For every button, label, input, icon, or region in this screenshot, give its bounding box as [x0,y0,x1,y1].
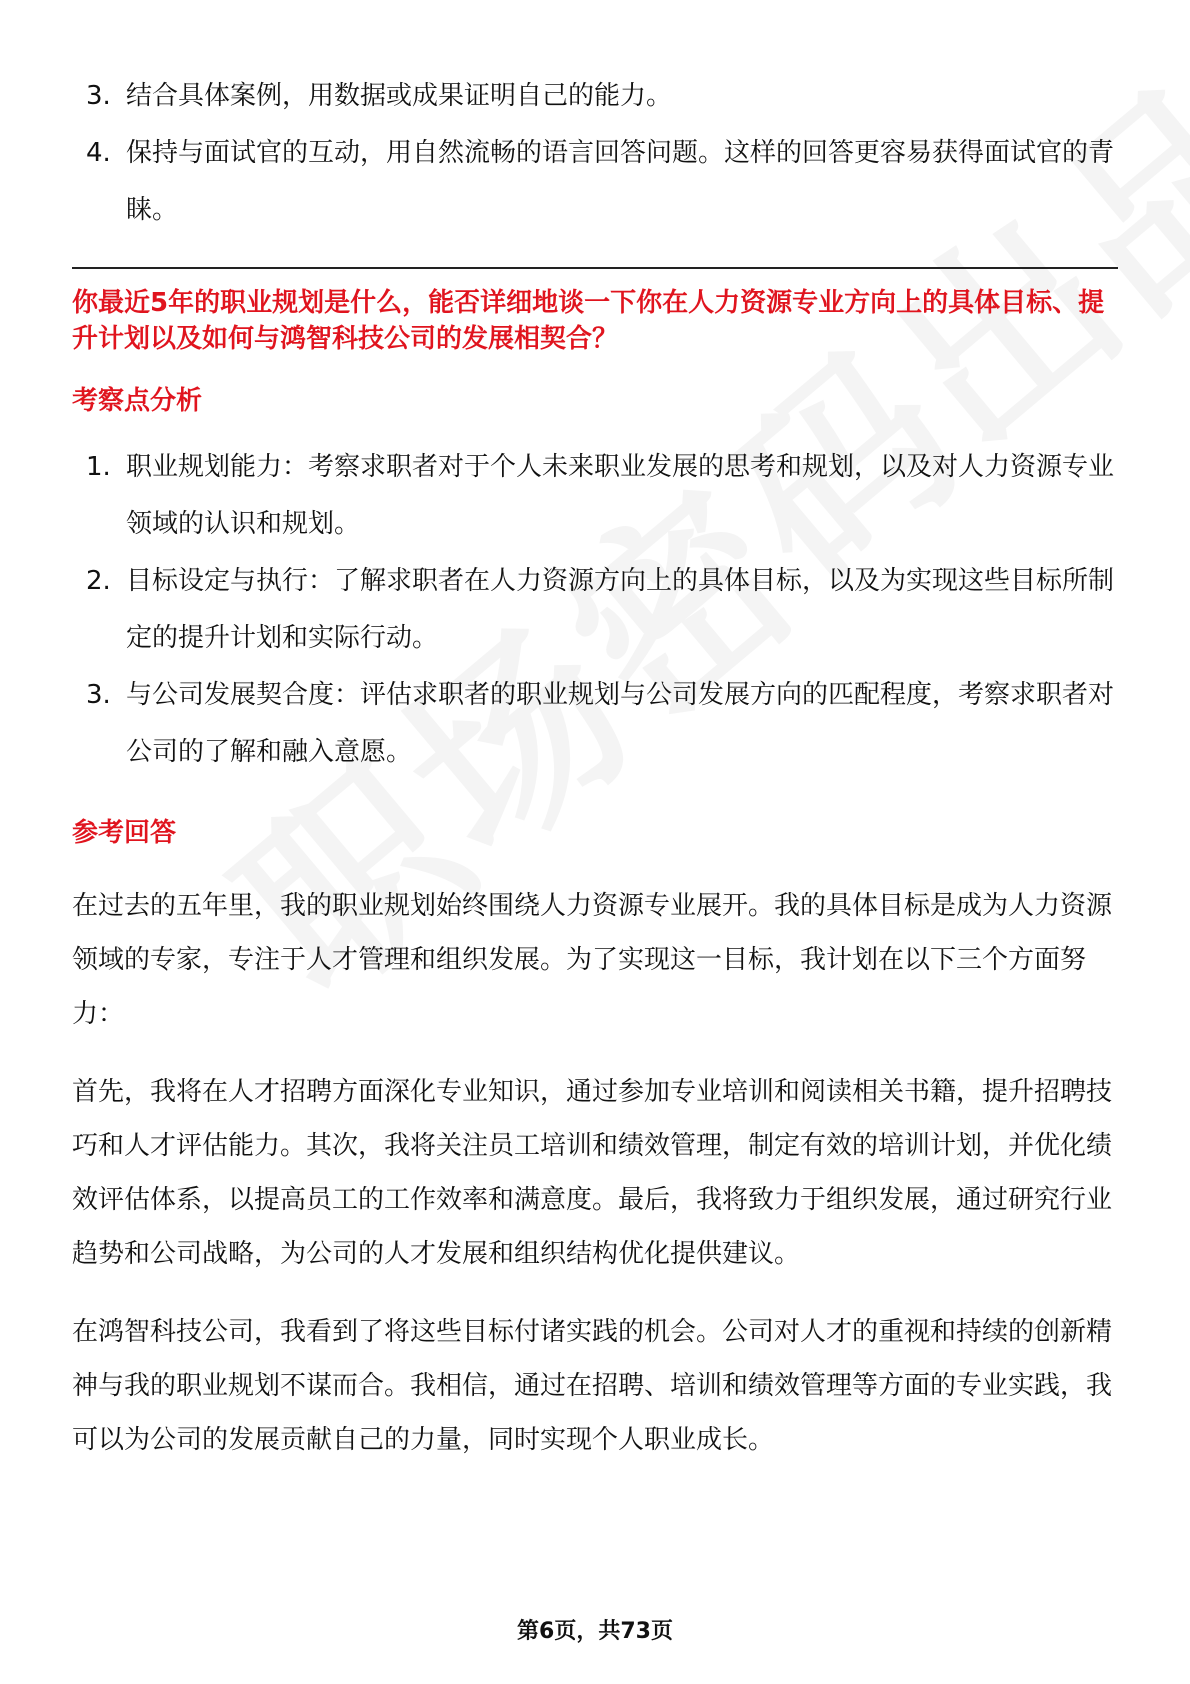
list-item-text: 职业规划能力：考察求职者对于个人未来职业发展的思考和规划，以及对人力资源专业领域的认识和规划。 [126,452,1115,539]
list-number: 1. [86,452,111,482]
list-number: 2. [86,566,111,596]
list-item-text: 结合具体案例，用数据或成果证明自己的能力。 [126,81,673,111]
answer-paragraph: 首先，我将在人才招聘方面深化专业知识，通过参加专业培训和阅读相关书籍，提升招聘技巧和人才评估能力。其次，我将关注员工培训和绩效管理，制定有效的培训计划，并优化绩效评估体系，以提高员工的工作效率和满意度。最后，我将致力于组织发展，通过研究行业趋势和公司战略，为公司的人才发展和组织结构优化提供建议。 [72,1077,1113,1269]
page-number-footer: 第6页，共73页 [517,1619,673,1644]
list-item-text: 保持与面试官的互动，用自然流畅的语言回答问题。这样的回答更容易获得面试官的青睐。 [126,138,1115,225]
page-content [72,68,1118,1467]
list-number: 3. [86,81,111,111]
list-item [72,667,1118,781]
analysis-heading: 考察点分析 [72,386,203,416]
list-item-text: 目标设定与执行：了解求职者在人力资源方向上的具体目标，以及为实现这些目标所制定的提升计划和实际行动。 [126,566,1115,653]
list-item [72,439,1118,553]
section-divider [72,267,1118,269]
answer-paragraph: 在鸿智科技公司，我看到了将这些目标付诸实践的机会。公司对人才的重视和持续的创新精神与我的职业规划不谋而合。我相信，通过在招聘、培训和绩效管理等方面的专业实践，我可以为公司的发展贡献自己的力量，同时实现个人职业成长。 [72,1317,1113,1455]
analysis-list [72,439,1118,781]
interview-question: 你最近5年的职业规划是什么，能否详细地谈一下你在人力资源专业方向上的具体目标、提升计划以及如何与鸿智科技公司的发展相契合？ [72,288,1105,354]
answer-paragraph: 在过去的五年里，我的职业规划始终围绕人力资源专业展开。我的具体目标是成为人力资源领域的专家，专注于人才管理和组织发展。为了实现这一目标，我计划在以下三个方面努力： [72,891,1113,1029]
answer-heading: 参考回答 [72,818,177,848]
list-item-text: 与公司发展契合度：评估求职者的职业规划与公司发展方向的匹配程度，考察求职者对公司的了解和融入意愿。 [126,680,1115,767]
list-number: 3. [86,680,111,710]
continued-tips-list [72,68,1118,239]
list-item [72,68,1118,125]
list-item [72,553,1118,667]
list-item [72,125,1118,239]
list-number: 4. [86,138,111,168]
